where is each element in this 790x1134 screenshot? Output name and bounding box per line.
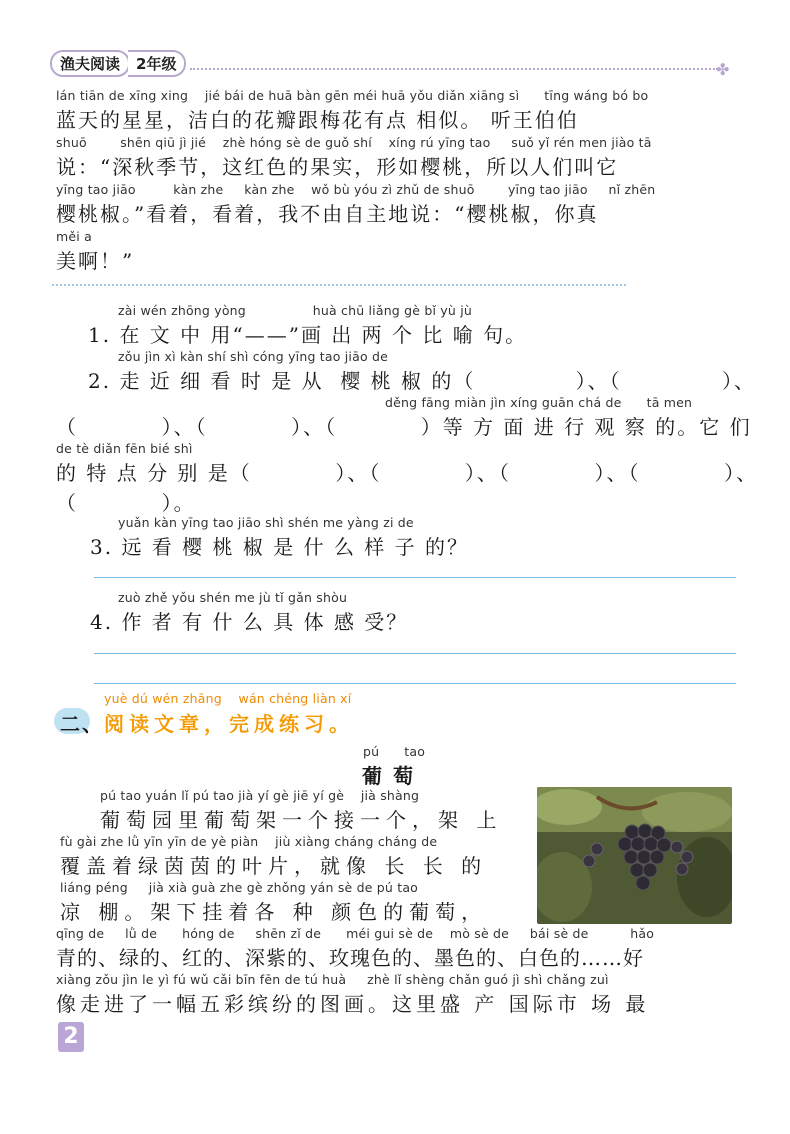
text-line: 葡萄园里葡萄架一个接一个，架 上 bbox=[100, 808, 503, 832]
series-brand: 渔夫阅读 bbox=[50, 50, 130, 77]
text-line: 像走进了一幅五彩缤纷的图画。这里盛 产 国际市 场 最 bbox=[56, 992, 650, 1016]
question-2-line3: 的 特 点 分 别 是（ ）、（ ）、（ ）、（ ）、 bbox=[56, 461, 759, 485]
answer-line[interactable] bbox=[94, 683, 736, 684]
section-2-pinyin: yuè dú wén zhāng wán chéng liàn xí bbox=[104, 691, 352, 706]
question-2-line2: （ ）、（ ）、（ ）等 方 面 进 行 观 察 的。它 们 bbox=[56, 415, 752, 439]
section-divider bbox=[52, 284, 626, 286]
question-1-pinyin: zài wén zhōng yòng huà chū liǎng gè bǐ yù jù bbox=[118, 303, 472, 318]
grade-label: 2年级 bbox=[128, 50, 186, 77]
question-2-line4: （ ）。 bbox=[56, 491, 196, 515]
text-line: 美啊！” bbox=[56, 249, 135, 273]
question-2-pinyin: děng fāng miàn jìn xíng guān chá de tā men bbox=[385, 395, 693, 410]
pinyin-line: liáng péng jià xià guà zhe gè zhǒng yán sè de pú tao bbox=[60, 880, 419, 895]
article-title: 葡 萄 bbox=[362, 764, 415, 788]
question-4-pinyin: zuò zhě yǒu shén me jù tǐ gǎn shòu bbox=[118, 590, 348, 605]
question-3: 3. 远 看 樱 桃 椒 是 什 么 样 子 的？ bbox=[90, 535, 470, 559]
grape-illustration bbox=[537, 787, 732, 924]
page-header bbox=[50, 50, 186, 76]
section-2-title: 阅读文章，完成练习。 bbox=[104, 712, 354, 736]
question-2: 2. 走 近 细 看 时 是 从 樱 桃 椒 的（ ）、（ ）、 bbox=[88, 369, 756, 393]
question-1: 1. 在 文 中 用“——”画 出 两 个 比 喻 句。 bbox=[88, 323, 528, 347]
text-line: 凉 棚。架下挂着各 种 颜色的葡萄， bbox=[60, 900, 488, 924]
text-line: 蓝天的星星，洁白的花瓣跟梅花有点 相似。 听王伯伯 bbox=[56, 108, 579, 132]
text-line: 覆盖着绿茵茵的叶片，就像 长 长 的 bbox=[60, 854, 488, 878]
page-number: 2 bbox=[58, 1022, 84, 1052]
question-2-pinyin: zǒu jìn xì kàn shí shì cóng yīng tao jiāo de bbox=[118, 349, 389, 364]
answer-line[interactable] bbox=[94, 653, 736, 654]
article-title-pinyin: pú tao bbox=[363, 744, 426, 759]
pinyin-line: fù gài zhe lǜ yīn yīn de yè piàn jiù xiàng cháng cháng de bbox=[60, 834, 438, 849]
section-2-number: 二、 bbox=[60, 712, 104, 736]
question-4: 4. 作 者 有 什 么 具 体 感 受？ bbox=[90, 610, 409, 634]
pinyin-line: lán tiān de xīng xing jié bái de huā bàn gēn méi huā yǒu diǎn xiāng sì tīng wáng bó bo bbox=[56, 88, 649, 103]
pinyin-line: xiàng zǒu jìn le yì fú wǔ cǎi bīn fēn de tú huà zhè lǐ shèng chǎn guó jì shì chǎng zuì bbox=[56, 972, 609, 987]
pinyin-line: qīng de lǜ de hóng de shēn zǐ de méi gui sè de mò sè de bái sè de hǎo bbox=[56, 926, 655, 941]
flower-icon: ✤ bbox=[716, 60, 730, 79]
text-line: 说：“深秋季节，这红色的果实，形如樱桃，所以人们叫它 bbox=[56, 155, 619, 179]
text-line: 青的、绿的、红的、深紫的、玫瑰色的、墨色的、白色的……好 bbox=[56, 946, 644, 970]
pinyin-line: shuō shēn qiū jì jié zhè hóng sè de guǒ shí xíng rú yīng tao suǒ yǐ rén men jiào tā bbox=[56, 135, 652, 150]
header-divider bbox=[190, 68, 718, 70]
pinyin-line: pú tao yuán lǐ pú tao jià yí gè jiē yí gè jià shàng bbox=[100, 788, 420, 803]
grape-photo bbox=[537, 787, 732, 924]
answer-line[interactable] bbox=[94, 577, 736, 578]
question-2-pinyin: de tè diǎn fēn bié shì bbox=[56, 441, 193, 456]
question-3-pinyin: yuǎn kàn yīng tao jiāo shì shén me yàng zi de bbox=[118, 515, 414, 530]
text-line: 樱桃椒。”看着，看着，我不由自主地说：“樱桃椒，你真 bbox=[56, 202, 599, 226]
pinyin-line: yīng tao jiāo kàn zhe kàn zhe wǒ bù yóu zì zhǔ de shuō yīng tao jiāo nǐ zhēn bbox=[56, 182, 656, 197]
pinyin-line: měi a bbox=[56, 229, 92, 244]
